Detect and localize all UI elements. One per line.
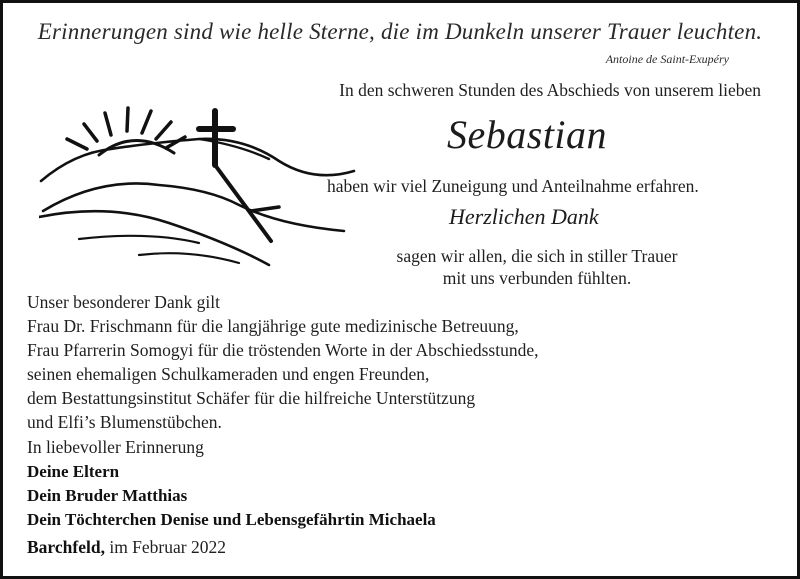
- quote-author: Antoine de Saint-Exupéry: [605, 52, 729, 66]
- signer-line: Dein Töchterchen Denise und Lebensgefährtin Michaela: [27, 510, 436, 529]
- thanks-heading: Herzlichen Dank: [449, 204, 599, 229]
- special-thanks-line: Unser besonderer Dank gilt: [27, 292, 220, 312]
- special-thanks-line: Frau Pfarrerin Somogyi für die tröstenden Worte in der Abschiedsstunde,: [27, 340, 539, 360]
- signers-block: [27, 460, 436, 532]
- special-thanks-line: seinen ehemaligen Schulkameraden und engen Freunden,: [27, 364, 430, 384]
- memory-line: In liebevoller Erinnerung: [27, 437, 204, 457]
- say-all-block: [327, 245, 747, 289]
- signer-line: Deine Eltern: [27, 462, 120, 481]
- special-thanks-line: und Elfi’s Blumenstübchen.: [27, 412, 222, 432]
- quote-text: Erinnerungen sind wie helle Sterne, die im Dunkeln unserer Trauer leuchten.: [37, 19, 763, 44]
- date: im Februar 2022: [109, 537, 226, 557]
- special-thanks-block: [27, 290, 539, 434]
- special-thanks-line: Frau Dr. Frischmann für die langjährige gute medizinische Betreuung,: [27, 316, 519, 336]
- say-all-line: sagen wir allen, die sich in stiller Trauer: [396, 246, 678, 266]
- received-text: haben wir viel Zuneigung und Anteilnahme erfahren.: [327, 176, 699, 196]
- say-all-line: mit uns verbunden fühlten.: [442, 268, 632, 288]
- signer-line: Dein Bruder Matthias: [27, 486, 188, 505]
- special-thanks-line: dem Bestattungsinstitut Schäfer für die hilfreiche Unterstützung: [27, 388, 476, 408]
- intro-text: In den schweren Stunden des Abschieds von unserem lieben: [339, 80, 761, 100]
- hills-sunrise-cross-icon: [39, 93, 359, 273]
- deceased-name: Sebastian: [447, 112, 608, 157]
- place-date-line: [27, 537, 226, 558]
- place: Barchfeld,: [27, 537, 105, 557]
